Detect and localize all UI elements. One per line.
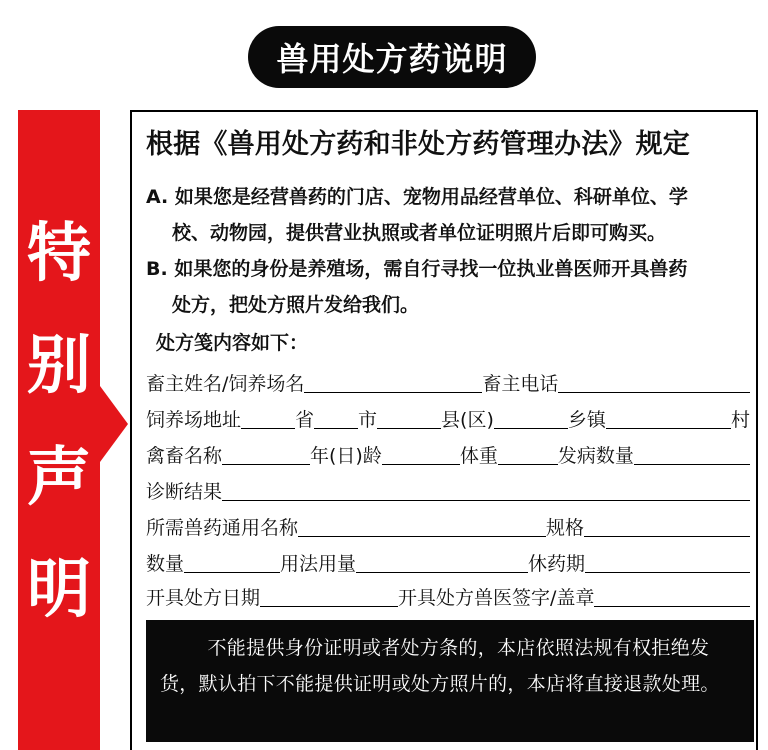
form-row-owner <box>146 366 750 396</box>
town-label: 乡镇 <box>567 409 606 432</box>
sick-count-field[interactable] <box>634 464 750 465</box>
form-row-diagnosis <box>146 474 750 504</box>
sick-count-label: 发病数量 <box>557 445 634 468</box>
banner-arrow <box>100 386 128 462</box>
animal-name-field[interactable] <box>222 464 310 465</box>
quantity-label: 数量 <box>146 553 185 576</box>
province-field[interactable] <box>241 428 295 429</box>
date-label: 开具处方日期 <box>146 587 261 610</box>
owner-name-field[interactable] <box>304 392 482 393</box>
animal-name-label: 禽畜名称 <box>146 445 223 468</box>
weight-label: 体重 <box>459 445 498 468</box>
province-label: 省 <box>295 409 315 432</box>
weight-field[interactable] <box>498 464 558 465</box>
usage-label: 用法用量 <box>280 553 357 576</box>
diagnosis-field[interactable] <box>222 500 750 501</box>
banner-char: 特 <box>27 217 91 291</box>
usage-field[interactable] <box>356 572 528 573</box>
owner-phone-field[interactable] <box>558 392 750 393</box>
regulation-heading: 根据《兽用处方药和非处方药管理办法》规定 <box>146 129 690 160</box>
age-label: 年(日)龄 <box>310 445 382 468</box>
signature-field[interactable] <box>594 606 750 607</box>
withdrawal-label: 休药期 <box>528 553 586 576</box>
special-notice-banner <box>18 110 100 750</box>
owner-name-label: 畜主姓名/饲养场名 <box>146 373 305 396</box>
village-field[interactable] <box>606 428 731 429</box>
diagnosis-label: 诊断结果 <box>146 481 223 504</box>
owner-phone-label: 畜主电话 <box>482 373 559 396</box>
county-field[interactable] <box>377 428 441 429</box>
warning-box <box>146 620 754 742</box>
city-label: 市 <box>358 409 378 432</box>
withdrawal-field[interactable] <box>585 572 750 573</box>
drug-name-field[interactable] <box>298 536 546 537</box>
form-row-date <box>146 580 750 610</box>
spec-field[interactable] <box>584 536 750 537</box>
notice-a-line2: 校、动物园，提供营业执照或者单位证明照片后即可购买。 <box>172 222 667 244</box>
page-title: 兽用处方药说明 <box>248 26 536 88</box>
age-field[interactable] <box>382 464 460 465</box>
notice-b-line2: 处方，把处方照片发给我们。 <box>172 294 420 316</box>
form-row-drug <box>146 510 750 540</box>
prescription-heading: 处方笺内容如下： <box>156 332 309 354</box>
town-field[interactable] <box>494 428 568 429</box>
date-field[interactable] <box>260 606 398 607</box>
form-row-animal <box>146 438 750 468</box>
village-label: 村 <box>730 409 750 432</box>
form-row-address <box>146 402 750 432</box>
form-row-usage <box>146 546 750 576</box>
quantity-field[interactable] <box>184 572 280 573</box>
warning-text: 不能提供身份证明或者处方条的，本店依照法规有权拒绝发货，默认拍下不能提供证明或处方照片的，本店将直接退款处理。 <box>160 637 720 695</box>
notice-b-line1: B. 如果您的身份是养殖场，需自行寻找一位执业兽医师开具兽药 <box>146 258 688 280</box>
county-label: 县(区) <box>441 409 494 432</box>
spec-label: 规格 <box>546 517 585 540</box>
notice-a-line1: A. 如果您是经营兽药的门店、宠物用品经营单位、科研单位、学 <box>146 186 688 208</box>
signature-label: 开具处方兽医签字/盖章 <box>398 587 595 610</box>
banner-char: 声 <box>27 441 91 515</box>
drug-name-label: 所需兽药通用名称 <box>146 517 299 540</box>
farm-address-label: 饲养场地址 <box>146 409 242 432</box>
city-field[interactable] <box>314 428 358 429</box>
banner-char: 明 <box>27 553 91 627</box>
banner-char: 别 <box>27 329 91 403</box>
